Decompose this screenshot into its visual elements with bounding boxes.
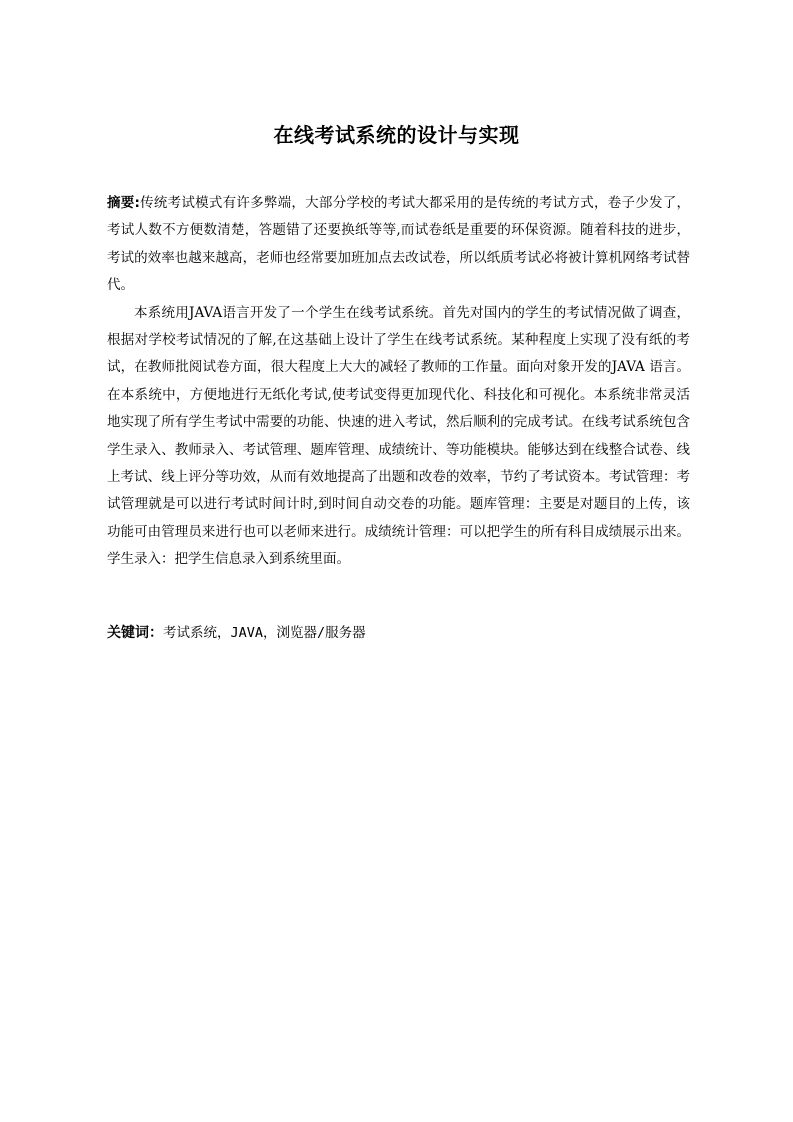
abstract-paragraph-2: 本系统用JAVA语言开发了一个学生在线考试系统。首先对国内的学生的考试情况做了调查，根据对学校考试情况的了解,在这基础上设计了学生在线考试系统。某种程度上实现了没有纸的考试，在教师批阅试卷方面，很大程度上大大的减轻了教师的工作量。面向对象开发的JAVA 语言。在本系统中，方便地进行无纸化考试,使考试变得更加现代化、科技化和可视化。本系统非常灵活地实现了所有学生考试中需要的功能、快速的进入考试，然后顺利的完成考试。在线考试系统包含学生录入、教师录入、考试管理、题库管理、成绩统计、等功能模块。能够达到在线整合试卷、线上考试、线上评分等功效，从而有效地提高了出题和改卷的效率，节约了考试资本。考试管理：考试管理就是可以进行考试时间计时,到时间自动交卷的功能。题库管理：主要是对题目的上传，该功能可由管理员来进行也可以老师来进行。成绩统计管理：可以把学生的所有科目成绩展示出来。学生录入：把学生信息录入到系统里面。 — [107, 304, 690, 568]
abstract-paragraph-1 — [107, 190, 690, 300]
abstract-label: 摘要: — [107, 195, 140, 211]
abstract-section — [107, 190, 690, 574]
abstract-paragraph-1-text: 传统考试模式有许多弊端，大部分学校的考试大都采用的是传统的考试方式，卷子少发了，考试人数不方便数清楚，答题错了还要换纸等等,而试卷纸是重要的环保资源。随着科技的进步，考试的效率也越来越高，老师也经常要加班加点去改试卷，所以纸质考试必将被计算机网络考试替代。 — [107, 195, 690, 294]
keywords-line — [107, 620, 690, 646]
keywords-label: 关键词： — [107, 625, 163, 641]
keywords-text: 考试系统，JAVA，浏览器/服务器 — [163, 625, 366, 641]
paper-title: 在线考试系统的设计与实现 — [273, 123, 520, 147]
